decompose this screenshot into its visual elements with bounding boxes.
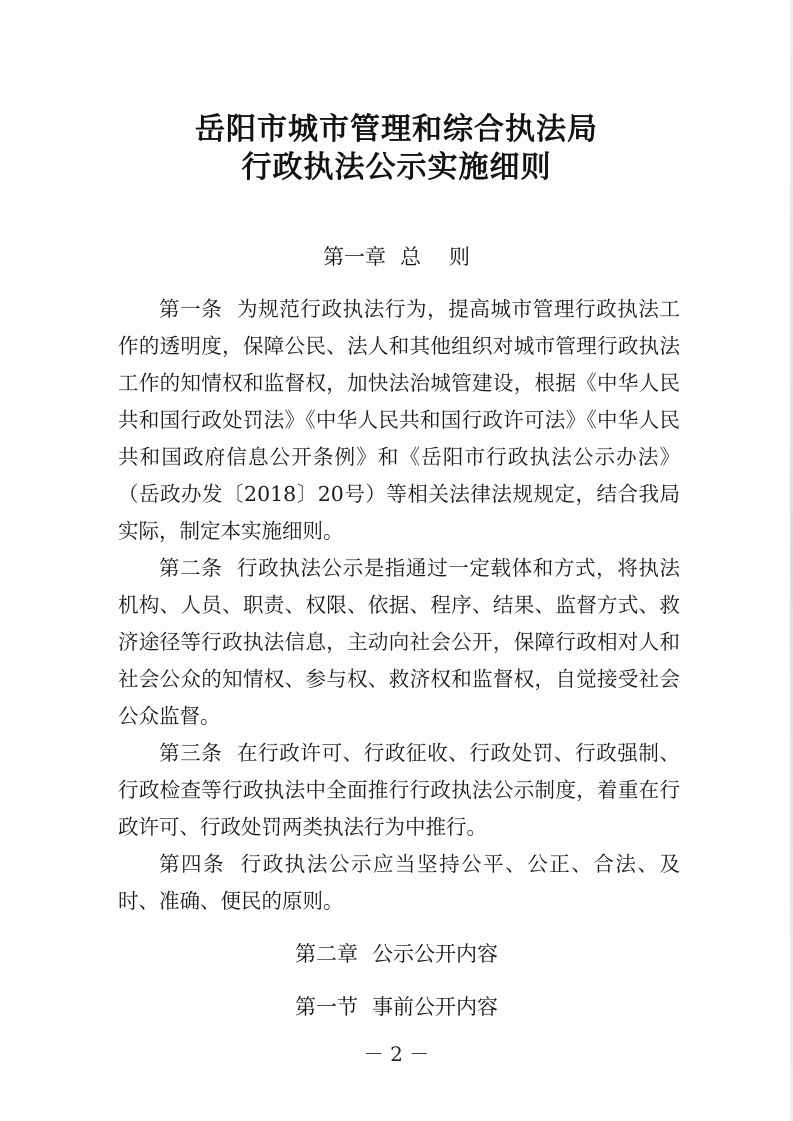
article-4 — [118, 846, 680, 920]
article-number: 第四条 — [159, 852, 226, 876]
article-number: 第一条 — [159, 297, 223, 321]
page-number: － 2 － — [363, 1042, 430, 1066]
section-one-heading — [0, 991, 793, 1021]
chapter-one-label: 第一章 — [323, 245, 386, 269]
chapter-two-label: 第二章 — [295, 942, 358, 966]
chapter-one-heading — [0, 241, 793, 271]
article-text: 在行政许可、行政征收、行政处罚、行政强制、行政检查等行政执法中全面推行行政执法公示制度，着重在行政许可、行政处罚两类执法行为中推行。 — [118, 741, 680, 839]
article-list — [118, 291, 680, 920]
article-2 — [118, 550, 680, 735]
chapter-two-heading — [0, 938, 793, 968]
article-1 — [118, 291, 680, 550]
article-text: 为规范行政执法行为，提高城市管理行政执法工作的透明度，保障公民、法人和其他组织对城市管理行政执法工作的知情权和监督权，加快法治城管建设，根据《中华人民共和国行政处罚法》《中华人民共和国行政许可法》《中华人民共和国政府信息公开条例》和《岳阳市行政执法公示办法》（岳政办发〔2018〕20号）等相关法律法规规定，结合我局实际，制定本实施细则。 — [118, 297, 680, 543]
article-number: 第二条 — [159, 556, 223, 580]
article-number: 第三条 — [159, 741, 223, 765]
article-text: 行政执法公示是指通过一定载体和方式，将执法机构、人员、职责、权限、依据、程序、结果、监督方式、救济途径等行政执法信息，主动向社会公开，保障行政相对人和社会公众的知情权、参与权、救济权和监督权，自觉接受社会公众监督。 — [118, 556, 680, 728]
article-3 — [118, 735, 680, 846]
article-text: 行政执法公示应当坚持公平、公正、合法、及时、准确、便民的原则。 — [118, 852, 681, 913]
chapter-two-name: 公示公开内容 — [372, 942, 498, 966]
document-title-line1: 岳阳市城市管理和综合执法局 — [195, 112, 598, 147]
section-one-name: 事前公开内容 — [372, 995, 498, 1019]
chapter-one-name2: 则 — [449, 245, 470, 269]
section-one-label: 第一节 — [295, 995, 358, 1019]
document-title-line2: 行政执法公示实施细则 — [241, 150, 552, 185]
chapter-one-name: 总 — [400, 245, 421, 269]
